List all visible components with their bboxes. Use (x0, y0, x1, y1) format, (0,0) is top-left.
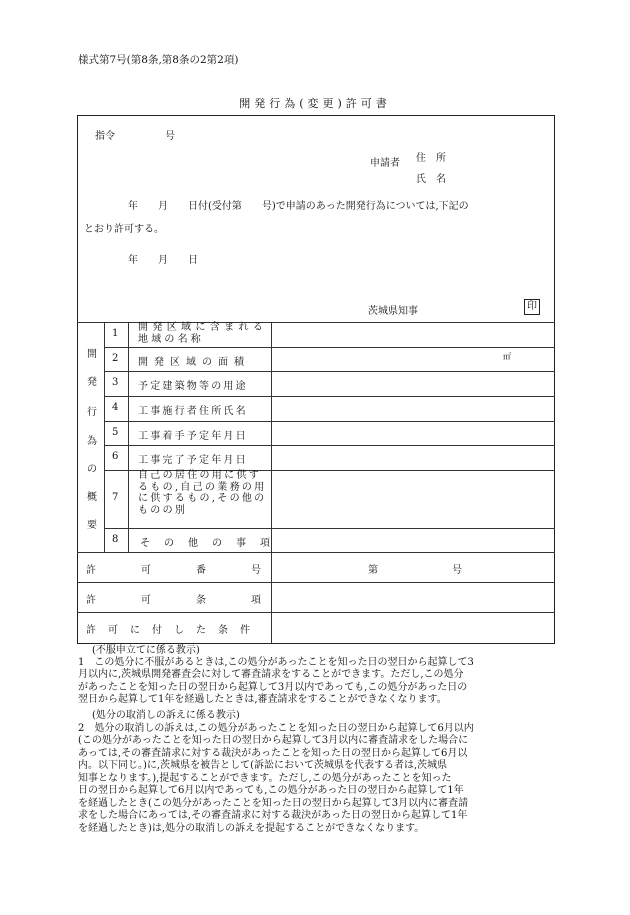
lawsuit-notice-line: 内。以下同じ。)に,茨城県を被告として(訴訟において茨城県を代表する者は,茨城県 (78, 760, 448, 771)
divider (104, 396, 555, 397)
row-number: 7 (112, 492, 119, 503)
permit-body-line2: とおり許可する。 (84, 224, 164, 235)
row-label-building-use: 予定建築物等の用途 (138, 381, 248, 392)
divider (77, 552, 555, 553)
side-label-char: 開 (87, 349, 97, 360)
row-label-other: その他の事項 (140, 538, 284, 549)
lawsuit-notice-line: 2 処分の取消しの訴えは,この処分があったことを知った日の翌日から起算して6月以内 (78, 723, 474, 734)
appeal-notice-line: 月以内に,茨城県開発審査会に対して審査請求をすることができます。ただし,この処分 (78, 669, 464, 680)
document-title: 開発行為(変更)許可書 (239, 97, 391, 110)
lawsuit-notice-line: を経過したとき(この処分があったことを知った日の翌日から起算して3月以内に審査請 (78, 798, 469, 809)
row-label-usage-type: 自己の居住の用に供するもの,自己の業務の用に供するもの,その他のものの別 (138, 470, 267, 516)
divider (128, 322, 129, 552)
divider (104, 421, 555, 422)
row-number: 3 (112, 377, 119, 388)
row-number: 6 (112, 451, 119, 462)
permit-number-prefix: 第 (368, 565, 378, 576)
divider (77, 582, 555, 583)
lawsuit-notice-line: 知事となります。),提起することができます。ただし,この処分があったことを知った (78, 773, 452, 784)
row-label-completion-date: 工事完了予定年月日 (138, 455, 248, 466)
divider (104, 371, 555, 372)
appeal-notice-heading: (不服申立てに係る教示) (92, 645, 200, 656)
applicant-label: 申請者 (370, 158, 400, 169)
applicant-name-label: 氏 名 (416, 174, 446, 185)
permit-body-line1: 年 月 日付(受付第 号)で申請のあった開発行為については,下記の (128, 201, 469, 212)
lawsuit-notice-line: あっては,その審査請求に対する裁決があったことを知った日の翌日から起算して6月以 (78, 748, 468, 759)
row-number: 8 (112, 534, 119, 545)
applicant-address-label: 住 所 (416, 153, 446, 164)
side-label-char: 為 (87, 436, 97, 447)
appeal-notice-line: 1 この処分に不服があるときは,この処分があったことを知った日の翌日から起算して3 (78, 657, 474, 668)
side-label-char: 発 (87, 377, 97, 388)
seal-mark: 印 (524, 299, 540, 315)
directive-number-suffix: 号 (165, 131, 175, 142)
lawsuit-notice-line: を経過したとき)は,処分の取消しの訴えを提起することができなくなります。 (78, 823, 425, 834)
row-label-area-size: 開発区域の面積 (138, 357, 250, 368)
side-label-char: 要 (87, 520, 97, 531)
divider (104, 322, 105, 552)
permit-number-suffix: 号 (452, 565, 462, 576)
side-label-char: 概 (87, 492, 97, 503)
appeal-notice-line: 翌日から起算して1年を経過したときは,審査請求をすることができなくなります。 (78, 694, 447, 705)
lawsuit-notice-line: (この処分があったことを知った日の翌日から起算して3月以内に審査請求をした場合に (78, 735, 469, 746)
form-number-label: 様式第7号(第8条,第8条の2第2項) (78, 54, 239, 66)
divider (104, 528, 555, 529)
row-label-contractor: 工事施行者住所氏名 (138, 406, 248, 417)
side-label-char: 行 (87, 407, 97, 418)
row-number: 2 (112, 353, 119, 364)
lawsuit-notice-line: 日の翌日から起算して6月以内であっても,この処分があった日の翌日から起算して1年 (78, 785, 464, 796)
governor-label: 茨城県知事 (368, 306, 418, 317)
permit-conditions-label: 許可に付した条件 (86, 625, 262, 636)
row-label-area-name: 開発区域に含まれる地域の名称 (138, 322, 266, 345)
lawsuit-notice-line: 求をした場合にあっては,その審査請求に対する裁決があった日の翌日から起算して1年 (78, 810, 468, 821)
permit-clause-label: 許可条項 (86, 595, 306, 606)
appeal-notice-line: があったことを知った日の翌日から起算して3月以内であっても,この処分があった日の (78, 682, 468, 693)
divider (104, 445, 555, 446)
divider (104, 347, 555, 348)
divider (77, 612, 555, 613)
directive-label: 指令 (95, 131, 115, 142)
row-number: 4 (112, 402, 119, 413)
side-label-char: の (87, 464, 97, 475)
area-unit: ㎡ (503, 352, 511, 361)
lawsuit-notice-heading: (処分の取消しの訴えに係る教示) (92, 710, 240, 721)
permit-number-label: 許可番号 (86, 565, 306, 576)
permit-date: 年 月 日 (128, 255, 198, 266)
row-number: 1 (112, 328, 119, 339)
row-number: 5 (112, 427, 119, 438)
row-label-start-date: 工事着手予定年月日 (138, 431, 248, 442)
